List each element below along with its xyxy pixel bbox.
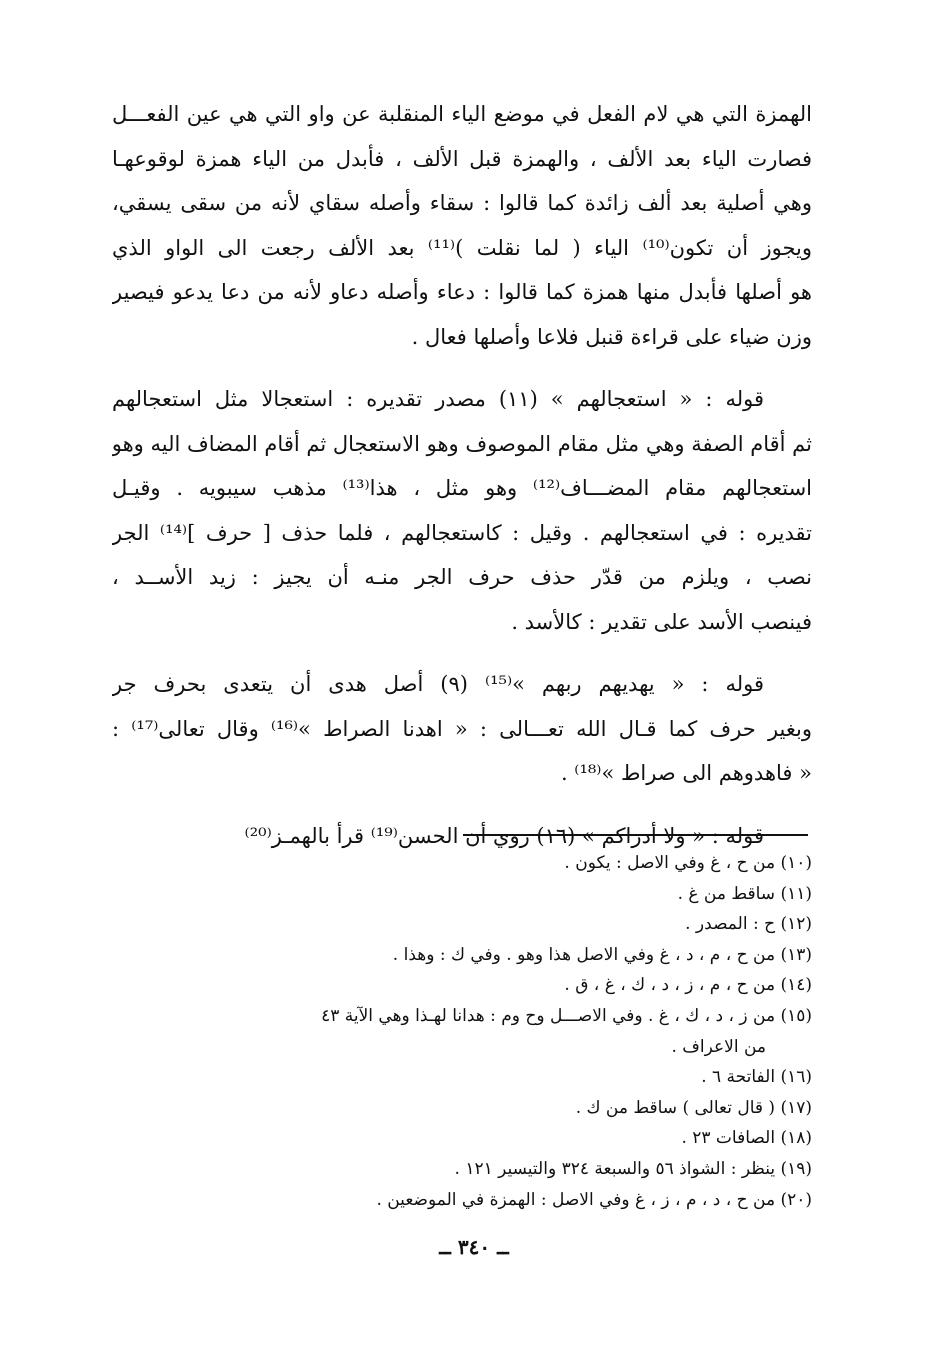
footnote-separator <box>463 834 808 836</box>
footnote: (١٩) ينظر : الشواذ ٥٦ والسبعة ٣٢٤ والتيسير ١٢١ . <box>454 1158 812 1179</box>
text-line: قوله : « ولا أدراكم » (١٦) روي أن الحسن⁽¹⁹⁾ قرأ بالهمـز⁽²⁰⁾ <box>244 823 764 848</box>
text-line: قوله : « يهديهم ربهم »⁽¹⁵⁾ (٩) أصل هدى أن يتعدى بحرف جر <box>112 672 764 696</box>
text-line: نصب ، ويلزم من قدّر حذف حرف الجر منـه أن يجيز : زيد الأســد ، <box>112 565 812 589</box>
text-line: الهمزة التي هي لام الفعل في موضع الياء المنقلبة عن واو التي هي عين الفعـــل <box>112 102 812 126</box>
footnote: (١٧) ( قال تعالى ) ساقط من ك . <box>575 1097 812 1118</box>
text-line: هو أصلها فأبدل منها همزة كما قالوا : دعاء وأصله دعاو لأنه من دعا يدعو فيصير <box>112 280 812 304</box>
footnote-continuation: من الاعراف . <box>671 1036 766 1057</box>
text-line: فينصب الأسد على تقدير : كالأسد . <box>511 609 812 634</box>
text-line: تقديره : في استعجالهم . وقيل : كاستعجالهم ، فلما حذف [ حرف ]⁽¹⁴⁾ الجر <box>112 520 812 545</box>
text-line: ويجوز أن تكون⁽¹⁰⁾ الياء ( لما نقلت )⁽¹¹⁾ بعد الألف رجعت الى الواو الذي <box>112 235 812 260</box>
text-line: استعجالهم مقام المضـــاف⁽¹²⁾ وهو مثل ، هذا⁽¹³⁾ مذهب سيبويه . وقيـل <box>112 476 812 500</box>
footnote: (١٦) الفاتحة ٦ . <box>701 1067 812 1088</box>
footnote: (١٠) من ح ، غ وفي الاصل : يكون . <box>564 853 812 873</box>
paragraph-1 <box>112 92 812 359</box>
text-line: وبغير حرف كما قـال الله تعـــالى : « اهدنا الصراط »⁽¹⁶⁾ وقال تعالى⁽¹⁷⁾ : <box>112 716 812 741</box>
text-line: ثم أقام الصفة وهي مثل مقام الموصوف وهو الاستعجال ثم أقام المضاف اليه وهو <box>112 431 812 456</box>
main-text <box>112 92 812 876</box>
text-line: فصارت الياء بعد الألف ، والهمزة قبل الألف ، فأبدل من الياء همزة لوقوعهـا <box>112 146 812 171</box>
footnote: (٢٠) من ح ، د ، م ، ز ، غ وفي الاصل : الهمزة في الموضعين . <box>376 1189 812 1210</box>
text-line: وزن ضياء على قراءة قنبل فلاعا وأصلها فعال . <box>411 324 812 349</box>
page-number: ــ ٣٤٠ ــ <box>439 1235 509 1259</box>
text-line: « فاهدوهم الى صراط »⁽¹⁸⁾ . <box>560 761 812 785</box>
footnote: (١٨) الصافات ٢٣ . <box>681 1128 812 1149</box>
paragraph-3 <box>112 662 812 796</box>
text-line: وهي أصلية بعد ألف زائدة كما قالوا : سقاء وأصله سقاي لأنه من سقى يسقي، <box>112 191 812 215</box>
footnote: (١١) ساقط من غ . <box>677 883 812 904</box>
text-line: قوله : « استعجالهم » (١١) مصدر تقديره : استعجالا مثل استعجالهم <box>112 387 764 411</box>
paragraph-2 <box>112 377 812 644</box>
footnotes <box>112 848 812 1215</box>
footnote: (١٣) من ح ، م ، د ، غ وفي الاصل هذا وهو . وفي ك : وهذا . <box>392 944 812 965</box>
footnote: (١٢) ح : المصدر . <box>685 914 812 935</box>
footnote: (١٤) من ح ، م ، ز ، د ، ك ، غ ، ق . <box>564 975 812 996</box>
footnote: (١٥) من ز ، د ، ك ، غ . وفي الاصـــل وح وم : هدانا لهـذا وهي الآية ٤٣ <box>321 1005 812 1026</box>
